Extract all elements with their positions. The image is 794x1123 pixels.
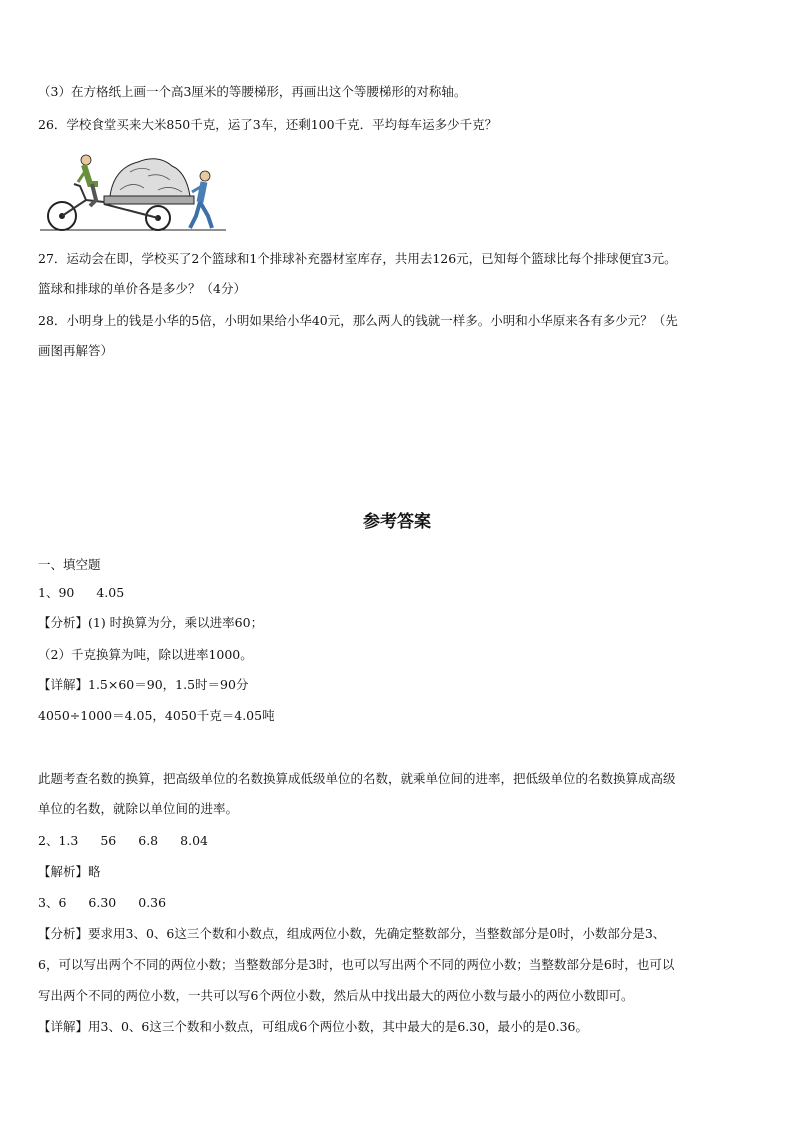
answer-3-val-2: 0.36 — [138, 895, 167, 910]
answer-3-val-1: 6.30 — [88, 895, 117, 910]
answer-1-detail-2: 4050÷1000＝4.05，4050千克＝4.05吨 — [38, 708, 275, 723]
answer-1-analysis-2: （2）千克换算为吨，除以进率1000。 — [38, 647, 253, 662]
question-27-line2: 篮球和排球的单价各是多少？（4分） — [38, 281, 246, 296]
answer-3-analysis-3: 写出两个不同的两位小数，一共可以写6个两位小数，然后从中找出最大的两位小数与最小的两位小数即可。 — [38, 988, 634, 1003]
answer-1-val: 4.05 — [96, 585, 125, 600]
question-27-line1: 27．运动会在即，学校买了2个篮球和1个排球补充器材室库存，共用去126元，已知每个篮球比每个排球便宜3元。 — [38, 251, 677, 266]
answer-1-note-2: 单位的名数，就除以单位间的进率。 — [38, 801, 239, 816]
answer-2-analysis: 【解析】略 — [38, 864, 101, 879]
answer-2-num: 2、1.3 — [38, 833, 79, 848]
answer-key-title: 参考答案 — [363, 512, 431, 532]
answer-1-detail-1: 【详解】1.5×60＝90，1.5时＝90分 — [38, 677, 249, 692]
answer-3-num: 3、6 — [38, 895, 67, 910]
answer-1-analysis-1: 【分析】(1) 时换算为分，乘以进率60； — [38, 615, 264, 630]
answer-2 — [38, 833, 230, 849]
answer-3 — [38, 895, 188, 911]
section-fill-blank: 一、填空题 — [38, 557, 101, 572]
answer-3-analysis-1: 【分析】要求用3、0、6这三个数和小数点，组成两位小数，先确定整数部分，当整数部分是0时，小数部分是3、 — [38, 926, 666, 941]
tricycle-rice-cart-illustration — [40, 150, 226, 236]
answer-1 — [38, 585, 146, 601]
question-26: 26．学校食堂买来大米850千克，运了3车，还剩100千克．平均每车运多少千克？ — [38, 117, 498, 132]
answer-1-note-1: 此题考查名数的换算，把高级单位的名数换算成低级单位的名数，就乘单位间的进率，把低级单位的名数换算成高级 — [38, 771, 676, 786]
answer-1-num: 1、90 — [38, 585, 75, 600]
answer-2-val-1: 56 — [100, 833, 117, 848]
answer-2-val-2: 6.8 — [138, 833, 159, 848]
answer-3-detail: 【详解】用3、0、6这三个数和小数点，可组成6个两位小数，其中最大的是6.30，最小的是0.36。 — [38, 1019, 588, 1034]
question-28-line2: 画图再解答） — [38, 343, 114, 358]
question-28-line1: 28．小明身上的钱是小华的5倍，小明如果给小华40元，那么两人的钱就一样多。小明和小华原来各有多少元？（先 — [38, 313, 678, 328]
answer-2-val-3: 8.04 — [180, 833, 208, 848]
answer-3-analysis-2: 6，可以写出两个不同的两位小数；当整数部分是3时，也可以写出两个不同的两位小数；当整数部分是6时，也可以 — [38, 957, 675, 972]
question-25-part3: （3）在方格纸上画一个高3厘米的等腰梯形，再画出这个等腰梯形的对称轴。 — [38, 84, 467, 99]
